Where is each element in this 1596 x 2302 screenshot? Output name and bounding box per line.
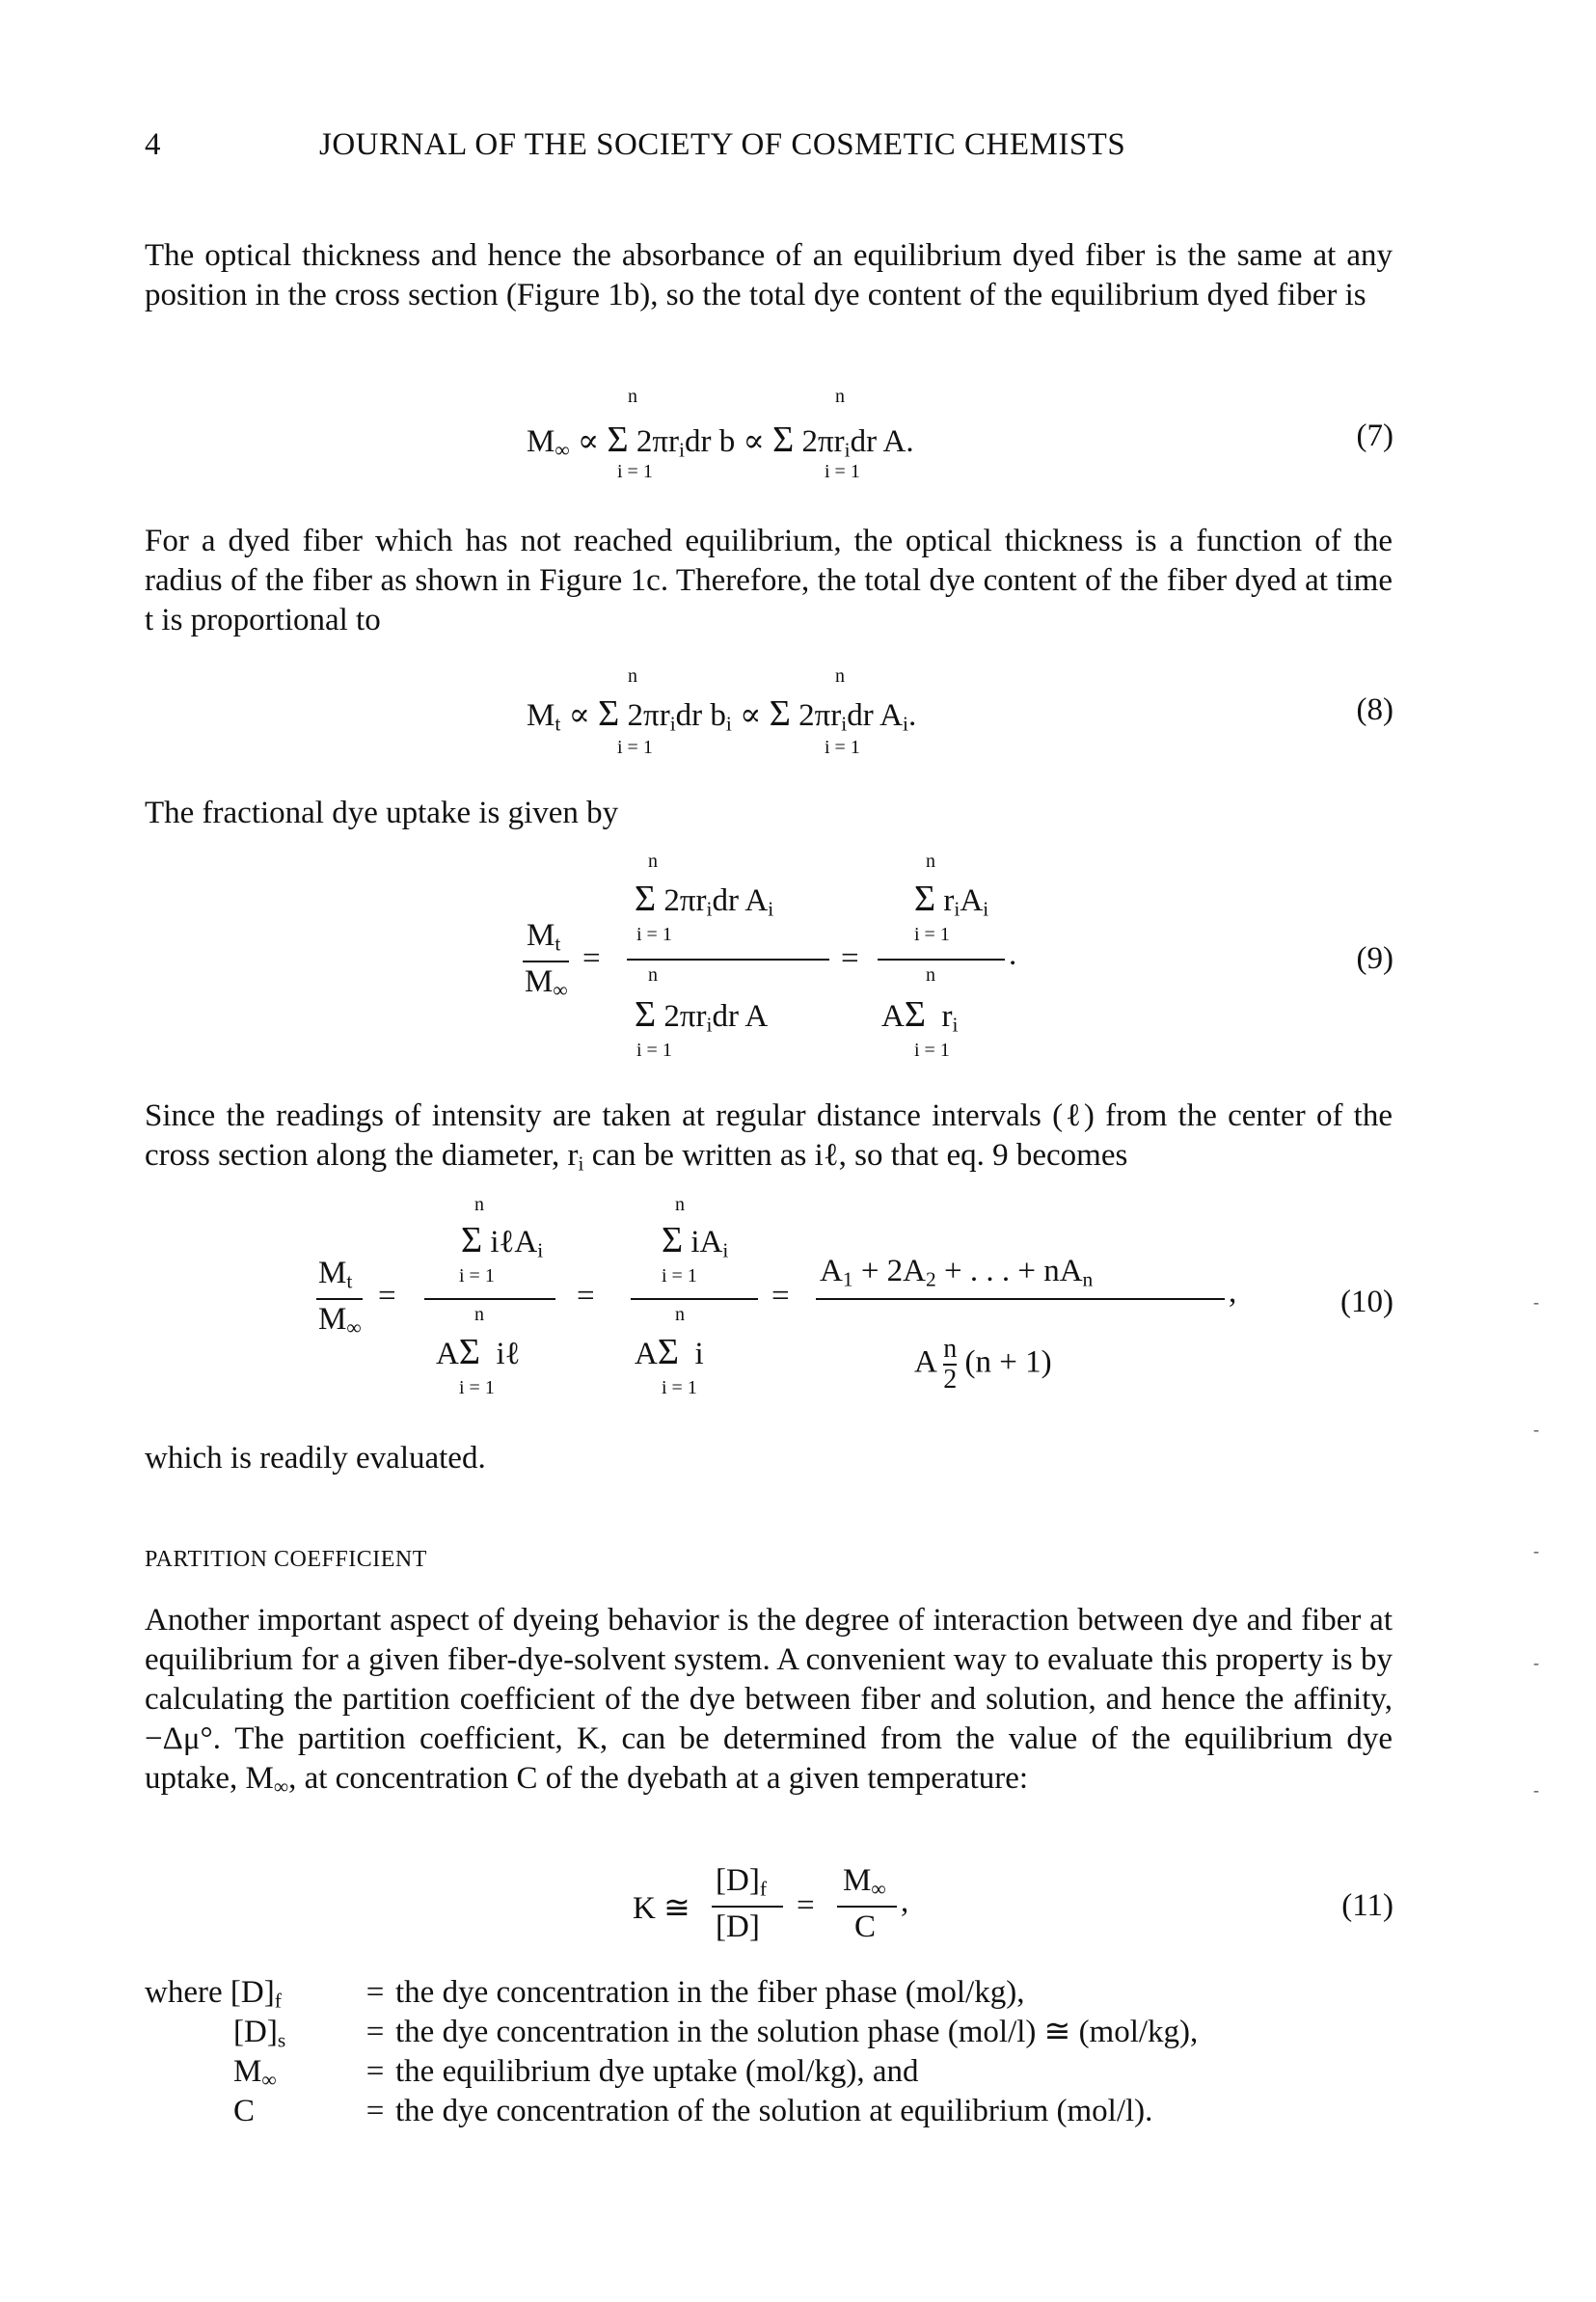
sum-lower-limit: i = 1 bbox=[459, 1265, 495, 1286]
fraction-bar bbox=[631, 1298, 758, 1300]
fraction-bar bbox=[424, 1298, 555, 1300]
eq11-rhs-numerator: $M_\infty$ bbox=[843, 1863, 886, 1901]
sum-lower-limit: i = 1 bbox=[825, 737, 860, 758]
definition-row bbox=[145, 2013, 1198, 2052]
eq10-c-numerator: $A_1 + 2A_2$ + . . . + $nA_n$ bbox=[820, 1254, 1094, 1291]
eq11-rhs-denominator: C bbox=[854, 1909, 877, 1944]
paragraph-3: The fractional dye uptake is given by bbox=[145, 796, 619, 830]
sum-lower-limit: i = 1 bbox=[459, 1377, 495, 1398]
scan-mark: - bbox=[1533, 1541, 1539, 1560]
equals-sign: = bbox=[797, 1888, 815, 1923]
fraction-bar bbox=[712, 1906, 783, 1908]
equation-8-body: $M_t \propto \Sigma$ $2\pi r_idr$ $b_i \propto \Sigma$ $2\pi r_idr$ $A_i$. bbox=[527, 693, 917, 736]
definition-text: the dye concentration of the solution at equilibrium (mol/l). bbox=[395, 2094, 1153, 2128]
sum-upper-limit: n bbox=[675, 1304, 685, 1325]
equals-sign: = bbox=[582, 941, 601, 976]
scan-mark: - bbox=[1533, 1653, 1539, 1672]
fraction-bar bbox=[523, 961, 569, 962]
scan-mark: - bbox=[1533, 1292, 1539, 1312]
definition-symbol: $[D]_s$ bbox=[233, 2015, 286, 2052]
eq10-c-denominator: A $\frac{n}{2}$ (n + 1) bbox=[914, 1334, 1052, 1395]
equation-8-number: (8) bbox=[1356, 692, 1393, 727]
sum-upper-limit: n bbox=[628, 386, 637, 407]
definition-equals: = bbox=[365, 2094, 385, 2128]
definition-prefix: where bbox=[145, 1975, 223, 2010]
equation-7-number: (7) bbox=[1356, 419, 1393, 453]
equals-sign: = bbox=[841, 941, 859, 976]
eq10-b-denominator: AΣ i bbox=[635, 1332, 704, 1372]
definition-row bbox=[145, 1973, 1198, 2013]
eq10-a-denominator: AΣ iℓ bbox=[436, 1332, 521, 1372]
comma: , bbox=[901, 1884, 909, 1919]
sum-upper-limit: n bbox=[648, 964, 658, 986]
definition-text: the dye concentration in the solution phase (mol/l) ≅ (mol/kg), bbox=[395, 2015, 1199, 2049]
sum-upper-limit: n bbox=[628, 665, 637, 687]
eq11-k: K ≅ bbox=[633, 1891, 690, 1926]
sum-upper-limit: n bbox=[926, 964, 935, 986]
fraction-bar bbox=[878, 959, 1005, 961]
definition-row bbox=[145, 2052, 1198, 2092]
equals-sign: = bbox=[771, 1279, 790, 1313]
eq9-rhs-denominator: AΣ $r_i$ bbox=[881, 994, 959, 1037]
sum-lower-limit: i = 1 bbox=[662, 1377, 697, 1398]
sum-upper-limit: n bbox=[926, 851, 935, 872]
equation-11-number: (11) bbox=[1341, 1888, 1393, 1923]
fraction-bar bbox=[627, 959, 829, 961]
definition-equals: = bbox=[365, 2054, 385, 2089]
paragraph-4: Since the readings of intensity are taken at regular distance intervals (ℓ) from the center of the cross section along the diameter, $r_i$ can be written as iℓ, so that eq. 9 becomes bbox=[145, 1098, 1393, 1176]
definition-text: the equilibrium dye uptake (mol/kg), and bbox=[395, 2054, 919, 2089]
sum-lower-limit: i = 1 bbox=[825, 461, 860, 482]
comma: , bbox=[1229, 1275, 1237, 1310]
equation-9-number: (9) bbox=[1356, 941, 1393, 976]
eq9-lhs-numerator: $M_t$ bbox=[527, 918, 561, 956]
equation-7-body: $M_\infty \propto \Sigma$ $2\pi r_idr$ b ∝ Σ $2\pi r_idr$ A. bbox=[527, 420, 914, 462]
sum-lower-limit: i = 1 bbox=[914, 1040, 950, 1061]
sum-upper-limit: n bbox=[474, 1304, 484, 1325]
section-heading: PARTITION COEFFICIENT bbox=[145, 1547, 427, 1572]
eq10-lhs-numerator: $M_t$ bbox=[318, 1256, 353, 1293]
eq9-mid-denominator: Σ $2\pi r_idr$ A bbox=[635, 994, 769, 1037]
sum-lower-limit: i = 1 bbox=[636, 924, 672, 945]
sum-lower-limit: i = 1 bbox=[662, 1265, 697, 1286]
eq9-rhs-numerator: Σ $r_iA_i$ bbox=[914, 879, 989, 921]
paragraph-5: which is readily evaluated. bbox=[145, 1441, 486, 1476]
sum-lower-limit: i = 1 bbox=[617, 737, 653, 758]
eq9-lhs-denominator: $M_\infty$ bbox=[525, 964, 568, 1002]
sum-upper-limit: n bbox=[474, 1194, 484, 1215]
definition-symbol bbox=[145, 1973, 355, 2013]
page-number: 4 bbox=[145, 127, 161, 162]
paragraph-6: Another important aspect of dyeing behavior is the degree of interaction between dye and fiber at equilibrium for a given fiber-dye-solvent system. A convenient way to evaluate this property is by calculating the partition coefficient of the dye between fiber and solution, and hence the affinity, −Δμ°. The partition coefficient, K, can be determined from the value of the equilibrium dye uptake, $M_\infty$, at concentration C of the dyebath at a given temperature: bbox=[145, 1603, 1393, 1799]
period: . bbox=[1009, 937, 1017, 972]
fraction-bar bbox=[816, 1298, 1225, 1300]
equals-sign: = bbox=[577, 1279, 595, 1313]
eq10-lhs-denominator: $M_\infty$ bbox=[318, 1302, 362, 1340]
sum-upper-limit: n bbox=[675, 1194, 685, 1215]
definition-symbol-text: $[D]_f$ bbox=[230, 1975, 282, 2013]
sum-upper-limit: n bbox=[835, 386, 845, 407]
sum-lower-limit: i = 1 bbox=[617, 461, 653, 482]
fraction-bar bbox=[837, 1906, 897, 1908]
journal-title: JOURNAL OF THE SOCIETY OF COSMETIC CHEMISTS bbox=[319, 127, 1126, 162]
scan-mark: - bbox=[1533, 1780, 1539, 1800]
sum-upper-limit: n bbox=[648, 851, 658, 872]
scan-mark: - bbox=[1533, 1420, 1539, 1439]
definitions-list bbox=[145, 1973, 1198, 2131]
definition-equals: = bbox=[365, 1975, 385, 2010]
definition-row bbox=[145, 2092, 1198, 2131]
eq10-a-numerator: Σ iℓA$_i$ bbox=[461, 1220, 544, 1262]
definition-symbol: C bbox=[233, 2094, 256, 2128]
equals-sign: = bbox=[378, 1279, 396, 1313]
sum-upper-limit: n bbox=[835, 665, 845, 687]
definition-symbol: $M_\infty$ bbox=[233, 2054, 277, 2092]
fraction-bar bbox=[316, 1298, 363, 1300]
definition-equals: = bbox=[365, 2015, 385, 2049]
eq10-b-numerator: Σ $iA_i$ bbox=[662, 1220, 729, 1262]
paragraph-2: For a dyed fiber which has not reached equilibrium, the optical thickness is a function of the radius of the fiber as shown in Figure 1c. Therefore, the total dye content of the fiber dyed at time t is proportional to bbox=[145, 524, 1393, 637]
eq9-mid-numerator: Σ $2\pi r_idr$ $A_i$ bbox=[635, 879, 774, 921]
definition-text: the dye concentration in the fiber phase (mol/kg), bbox=[395, 1975, 1025, 2010]
paragraph-1: The optical thickness and hence the absorbance of an equilibrium dyed fiber is the same at any position in the cross section (Figure 1b), so the total dye content of the equilibrium dyed fiber is bbox=[145, 238, 1393, 312]
sum-lower-limit: i = 1 bbox=[914, 924, 950, 945]
sum-lower-limit: i = 1 bbox=[636, 1040, 672, 1061]
eq11-mid-denominator: [D] bbox=[716, 1909, 760, 1944]
eq11-mid-numerator: $[D]_f$ bbox=[716, 1863, 767, 1901]
equation-10-number: (10) bbox=[1340, 1285, 1393, 1319]
